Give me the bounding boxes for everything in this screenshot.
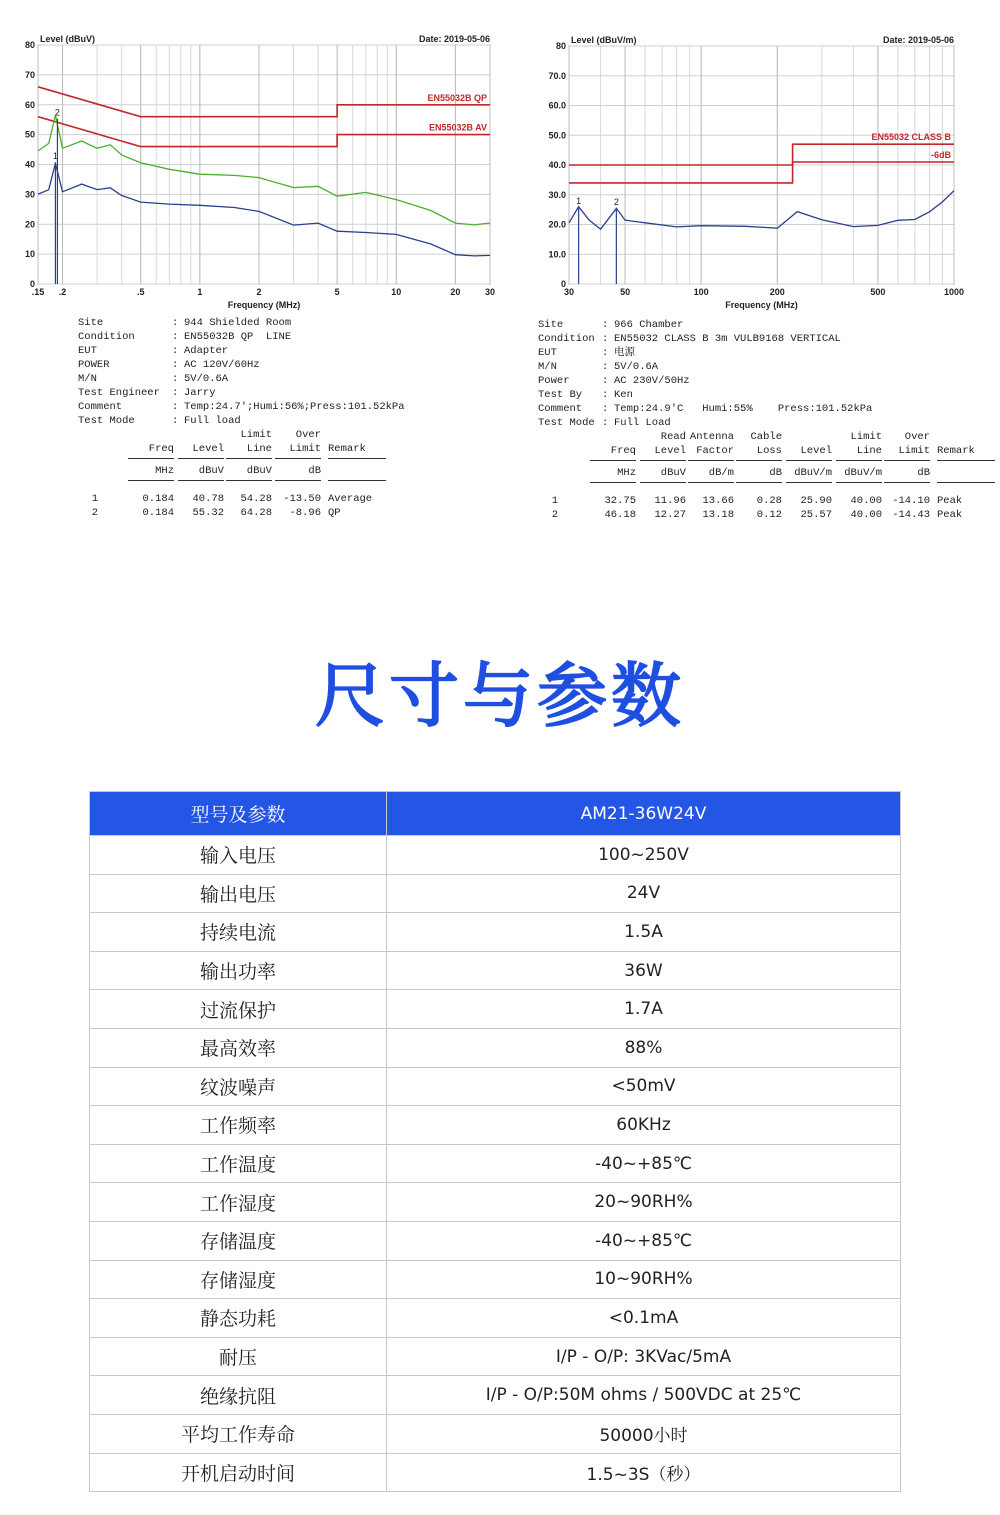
x-axis-label: Frequency (MHz) [227,300,301,310]
field-key: Test Engineer [78,387,160,399]
report-data-row-cell: 13.66 [702,495,734,507]
spec-row [90,1028,901,1067]
marker-label: 2 [613,196,619,207]
marker-label: 1 [52,151,58,162]
report-rule-segment [178,480,224,481]
limit-label: EN55032B QP [427,92,487,103]
x-tick-label: 1000 [943,287,965,297]
field-key: EUT [78,345,97,357]
spec-param-value: 88% [387,1028,901,1067]
spec-param-name: 持续电流 [90,913,387,952]
field-value: AC 230V/50Hz [614,375,690,387]
y-tick-label: 30.0 [548,189,566,200]
report-data-row-cell: -14.43 [892,509,930,521]
limit-label: EN55032B AV [428,122,487,133]
report-rule-segment [836,482,882,483]
y-tick-label: 30 [24,189,35,200]
y-tick-label: 50.0 [548,130,566,141]
report-field [538,374,988,388]
report-header-top-cell: Antenna [689,431,734,443]
report-header-cell: Limit [898,445,930,457]
spec-param-name: 最高效率 [90,1028,387,1067]
field-value: Jarry [184,387,216,399]
spec-param-value: 100~250V [387,836,901,875]
field-key: Condition [538,333,595,345]
spec-row [90,1337,901,1376]
field-colon: : [602,403,609,415]
field-colon: : [172,387,179,399]
x-tick-label: 500 [870,287,886,297]
radiated-emission-chart [520,20,1000,315]
spec-table-header [90,792,901,836]
report-data-row-cell: Peak [937,495,963,507]
report-rule-segment [275,458,321,459]
report-units [538,466,988,480]
spec-param-name: 输出功率 [90,951,387,990]
x-tick-label: 20 [450,287,461,297]
report-rule-segment [937,460,995,461]
x-tick-label: 30 [563,287,575,297]
field-colon: : [172,373,179,385]
report-data-row-cell: 46.18 [604,509,636,521]
report-data-row-cell: 0.184 [142,507,174,519]
report-data-row-cell: 11.96 [654,495,686,507]
report-rule-segment [688,460,734,461]
spec-row [90,1106,901,1145]
field-colon: : [172,345,179,357]
y-tick-label: 70 [24,69,35,80]
report-field [538,416,988,430]
report-field [78,344,418,358]
field-colon: : [172,317,179,329]
section-title: 尺寸与参数 [315,655,685,737]
report-data-row-cell: 40.78 [192,493,224,505]
report-field [538,360,988,374]
report-units-cell: MHz [617,467,636,479]
report-rule-segment [937,482,995,483]
report-rule [78,456,418,464]
y-tick-label: 50 [24,129,35,140]
report-units-cell: MHz [155,465,174,477]
report-rule-segment [786,460,832,461]
report-rule-segment [590,482,636,483]
report-field [78,386,418,400]
field-colon: : [602,417,609,429]
report-rule-segment [226,480,272,481]
spec-row [90,1414,901,1453]
field-colon: : [602,333,609,345]
report-field [78,358,418,372]
report-data-row-cell: 1 [91,493,98,505]
report-header-top [78,428,418,442]
conducted-emission-chart [0,20,500,315]
report-data-row-cell: QP [328,507,341,519]
marker-label: 1 [576,195,582,206]
spec-param-value: 60KHz [387,1106,901,1145]
field-value: 电源 [614,347,635,359]
report-units-cell: dB [917,467,930,479]
report-data-row [538,508,988,522]
report-header-cell: Limit [289,443,321,455]
y-tick-label: 0 [560,279,566,289]
spec-param-name: 纹波噪声 [90,1067,387,1106]
report-field [538,346,988,360]
x-tick-label: 10 [391,287,402,297]
field-key: Test By [538,389,583,401]
report-rule-segment [884,460,930,461]
report-units-cell: dB [769,467,782,479]
spec-row [90,1376,901,1415]
report-data-row-cell: 54.28 [240,493,272,505]
field-key: Site [538,319,564,331]
spec-row [90,1067,901,1106]
field-value: Temp:24.9'C Humi:55% Press:101.52kPa [614,403,873,415]
spec-header-model: AM21-36W24V [387,792,901,836]
report-data-row-cell: 25.57 [800,509,832,521]
field-colon: : [172,331,179,343]
report-data-row [78,492,418,506]
field-key: POWER [78,359,110,371]
field-colon: : [602,389,609,401]
y-tick-label: 10.0 [548,249,566,260]
report-field [538,388,988,402]
report-units-cell: dBuV [246,465,272,477]
report-data-row-cell: 0.12 [756,509,782,521]
report-data-row-cell: 40.00 [850,495,882,507]
y-tick-label: 60 [24,99,35,110]
report-field [538,332,988,346]
field-value: Adapter [184,345,229,357]
spec-row [90,1221,901,1260]
report-rule [78,478,418,486]
report-header-top-cell: Over [295,429,321,441]
report-data-row-cell: Average [328,493,373,505]
spec-param-name: 存储温度 [90,1221,387,1260]
x-tick-label: .2 [58,287,67,297]
y-axis-label: Level (dBuV) [40,34,96,44]
spec-param-value: 1.7A [387,990,901,1029]
report-rule-segment [736,460,782,461]
spec-param-value: 1.5~3S（秒） [387,1453,901,1492]
x-axis-label: Frequency (MHz) [725,300,798,310]
report-field [78,372,418,386]
x-tick-label: 200 [769,287,785,297]
report-data-row-cell: -13.50 [283,493,321,505]
spec-param-name: 平均工作寿命 [90,1414,387,1453]
spec-row [90,874,901,913]
spec-param-value: 20~90RH% [387,1183,901,1222]
report-data-row-cell: 1 [551,495,558,507]
report-units-cell: dB [308,465,321,477]
report-field [538,318,988,332]
x-tick-label: 5 [334,287,340,297]
report-rule-segment [640,460,686,461]
report-header-top-cell: Over [904,431,930,443]
report-rule-segment [128,458,174,459]
spec-header-param: 型号及参数 [90,792,387,836]
report-data-row-cell: Peak [937,509,963,521]
spec-param-value: 24V [387,874,901,913]
report-field [78,316,418,330]
spec-param-name: 绝缘抗阻 [90,1376,387,1415]
spec-row [90,1183,901,1222]
y-tick-label: 80 [555,41,566,51]
spec-row [90,1260,901,1299]
report-data-row-cell: 32.75 [604,495,636,507]
field-key: Test Mode [538,417,595,429]
report-header-cell: Factor [696,445,734,457]
spec-row [90,990,901,1029]
report-data-row-cell: 64.28 [240,507,272,519]
report-rule-segment [688,482,734,483]
field-key: M/N [538,361,557,373]
y-tick-label: 60.0 [548,100,566,111]
report-rule-segment [178,458,224,459]
x-tick-label: 30 [484,287,496,297]
field-colon: : [172,415,179,427]
y-axis-label: Level (dBuV/m) [571,35,637,45]
report-data-row [538,494,988,508]
report-rule-segment [590,460,636,461]
x-tick-label: .15 [31,287,45,297]
field-colon: : [602,375,609,387]
spec-param-name: 存储湿度 [90,1260,387,1299]
spec-param-name: 静态功耗 [90,1299,387,1338]
spec-param-value: <50mV [387,1067,901,1106]
report-field [78,400,418,414]
report-rule-segment [786,482,832,483]
field-value: EN55032 CLASS B 3m VULB9168 VERTICAL [614,333,841,345]
limit-label: -6dB [931,150,951,161]
field-colon: : [172,359,179,371]
spec-row [90,951,901,990]
x-tick-label: 100 [693,287,709,297]
radiated-test-report [538,318,988,522]
report-rule-segment [328,458,386,459]
report-header-top-cell: Cable [750,431,782,443]
report-data-row-cell: 2 [551,509,558,521]
field-key: Power [538,375,570,387]
report-rule-segment [836,460,882,461]
spec-row [90,1453,901,1492]
report-header-cell: Line [246,443,272,455]
spec-row [90,913,901,952]
report-rule-segment [275,480,321,481]
report-rule [538,480,988,488]
spec-param-value: -40~+85℃ [387,1221,901,1260]
report-field [78,330,418,344]
spec-param-name: 过流保护 [90,990,387,1029]
y-tick-label: 80 [24,40,35,50]
field-key: Test Mode [78,415,135,427]
field-value: AC 120V/60Hz [184,359,260,371]
report-header-cell: Loss [756,445,782,457]
report-header-cell: Freq [610,445,636,457]
report-header-cell: Freq [148,443,174,455]
y-tick-label: 40 [24,159,35,170]
report-data-row-cell: 0.184 [142,493,174,505]
report-units-cell: dBuV [660,467,686,479]
field-value: Temp:24.7';Humi:56%;Press:101.52kPa [184,401,405,413]
report-header-top [538,430,988,444]
report-units-cell: dBuV [198,465,224,477]
report-units-cell: dBuV/m [794,467,832,479]
y-tick-label: 20.0 [548,219,566,230]
field-key: Condition [78,331,135,343]
report-data-row-cell: 2 [91,507,98,519]
report-units-cell: dB/m [708,467,734,479]
x-tick-label: 50 [620,287,631,297]
field-colon: : [602,319,609,331]
y-tick-label: 70.0 [548,70,566,81]
spec-param-name: 输入电压 [90,836,387,875]
spec-param-value: 1.5A [387,913,901,952]
report-data-row-cell: -14.10 [892,495,930,507]
report-data-row-cell: 13.18 [702,509,734,521]
field-key: Comment [78,401,123,413]
spec-param-value: I/P - O/P:50M ohms / 500VDC at 25℃ [387,1376,901,1415]
x-tick-label: 1 [197,287,203,297]
conducted-test-report [78,316,418,520]
field-colon: : [602,361,609,373]
report-field [78,414,418,428]
spec-param-value: I/P - O/P: 3KVac/5mA [387,1337,901,1376]
field-value: EN55032B QP LINE [184,331,292,343]
field-value: 5V/0.6A [614,361,659,373]
report-rule-segment [226,458,272,459]
y-tick-label: 0 [29,279,35,289]
report-field [538,402,988,416]
x-tick-label: .5 [136,287,145,297]
report-header-cell: Level [192,443,224,455]
report-rule-segment [736,482,782,483]
spec-param-value: <0.1mA [387,1299,901,1338]
spec-param-name: 工作温度 [90,1144,387,1183]
field-key: Comment [538,403,583,415]
report-header [78,442,418,456]
field-key: Site [78,317,104,329]
field-value: Full load [184,415,241,427]
marker-label: 2 [54,107,60,118]
report-rule-segment [328,480,386,481]
x-tick-label: 2 [256,287,262,297]
field-key: M/N [78,373,97,385]
spec-param-value: 10~90RH% [387,1260,901,1299]
spec-param-name: 工作湿度 [90,1183,387,1222]
chart-date: Date: 2019-05-06 [418,34,490,44]
report-header-cell: Line [856,445,882,457]
field-colon: : [172,401,179,413]
report-header [538,444,988,458]
report-data-row-cell: 12.27 [654,509,686,521]
report-rule [538,458,988,466]
report-data-row-cell: 0.28 [756,495,782,507]
report-header-top-cell: Read [660,431,686,443]
report-rule-segment [640,482,686,483]
report-data-row [78,506,418,520]
spec-table [89,791,901,1492]
y-tick-label: 40.0 [548,160,566,170]
spec-row [90,1299,901,1338]
spec-param-value: -40~+85℃ [387,1144,901,1183]
spec-param-value: 36W [387,951,901,990]
report-rule-segment [884,482,930,483]
field-value: 5V/0.6A [184,373,229,385]
report-units [78,464,418,478]
report-rule-segment [128,480,174,481]
spec-param-value: 50000小时 [387,1414,901,1453]
spec-param-name: 工作频率 [90,1106,387,1145]
field-value: 966 Chamber [614,319,684,331]
spec-param-name: 开机启动时间 [90,1453,387,1492]
report-data-row-cell: -8.96 [289,507,321,519]
field-value: Ken [614,389,633,401]
report-header-cell: Level [800,445,832,457]
field-colon: : [602,347,609,359]
spec-row [90,1144,901,1183]
chart-date: Date: 2019-05-06 [882,35,954,45]
y-tick-label: 20 [24,219,35,230]
report-data-row-cell: 55.32 [192,507,224,519]
field-value: 944 Shielded Room [184,317,292,329]
field-key: EUT [538,347,557,359]
report-units-cell: dBuV/m [844,467,882,479]
report-header-top-cell: Limit [240,429,272,441]
spec-row [90,836,901,875]
y-tick-label: 10 [24,249,35,260]
report-header-cell: Remark [937,445,975,457]
limit-label: EN55032 CLASS B [871,132,951,143]
spec-param-name: 输出电压 [90,874,387,913]
report-data-row-cell: 40.00 [850,509,882,521]
report-data-row-cell: 25.90 [800,495,832,507]
field-value: Full Load [614,417,671,429]
report-header-cell: Remark [328,443,366,455]
spec-param-name: 耐压 [90,1337,387,1376]
report-header-cell: Level [654,445,686,457]
report-header-top-cell: Limit [850,431,882,443]
